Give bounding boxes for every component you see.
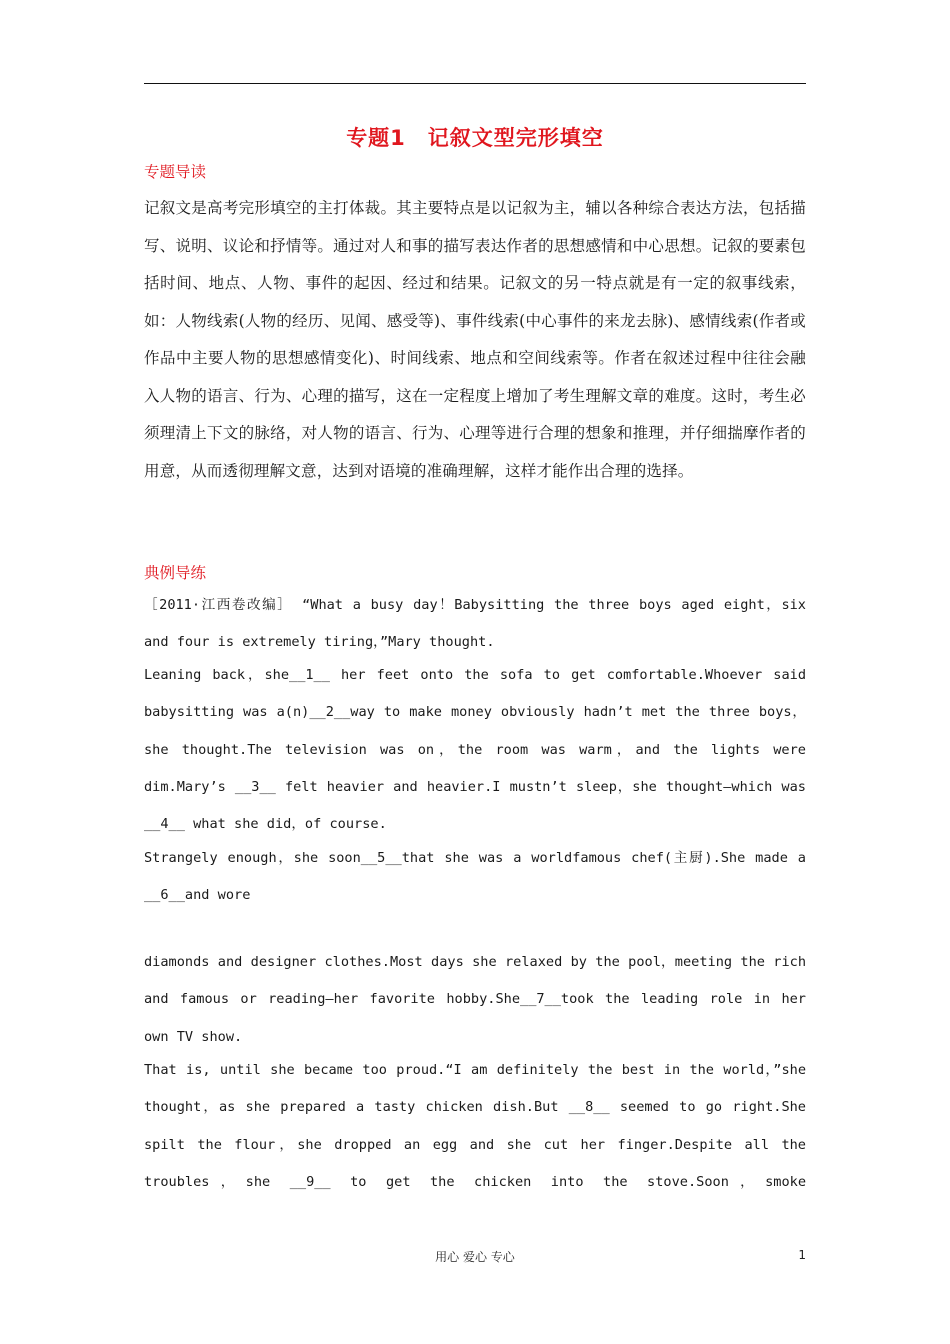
passage-paragraph-1: ［2011·江西卷改编］ “What a busy day！Babysitting the three boys aged eight，six and four is extremely tiring，”Mary thought. bbox=[144, 597, 806, 651]
passage-paragraph-5: That is, until she became too proud.“I am definitely the best in the world，”she thought，as she prepared a tasty chicken dish.But __8__ seemed to go right.She spilt the flour，she dropped an egg and she cut her finger.Despite all the troubles，she __9__ to get the chicken into the stove.Soon，smoke bbox=[144, 1062, 806, 1190]
page-number: 1 bbox=[798, 1248, 806, 1262]
header-rule bbox=[144, 83, 806, 84]
passage-paragraph-2: Leaning back，she__1__ her feet onto the sofa to get comfortable.Whoever said babysitting was a(n)__2__way to make money obviously hadn’t met the three boys，she thought.The television was on，the room was warm，and the lights were dim.Mary’s __3__ felt heavier and heavier.I mustn’t sleep，she thought—which was __4__ what she did，of course. bbox=[144, 667, 806, 833]
footer-motto: 用心 爱心 专心 bbox=[435, 1250, 515, 1264]
guide-body: 记叙文是高考完形填空的主打体裁。其主要特点是以记叙为主，辅以各种综合表达方法，包括描写、说明、议论和抒情等。通过对人和事的描写表达作者的思想感情和中心思想。记叙的要素包括时间、地点、人物、事件的起因、经过和结果。记叙文的另一特点就是有一定的叙事线索，如：人物线索(人物的经历、见闻、感受等)、事件线索(中心事件的来龙去脉)、感情线索(作者或作品中主要人物的思想感情变化)、时间线索、地点和空间线索等。作者在叙述过程中往往会融入人物的语言、行为、心理的描写，这在一定程度上增加了考生理解文章的难度。这时，考生必须理清上下文的脉络，对人物的语言、行为、心理等进行合理的想象和推理，并仔细揣摩作者的用意，从而透彻理解文意，达到对语境的准确理解，这样才能作出合理的选择。 bbox=[144, 199, 806, 480]
passage-paragraph-4: diamonds and designer clothes.Most days she relaxed by the pool，meeting the rich and famous or reading—her favorite hobby.She__7__took the leading role in her own TV show. bbox=[144, 954, 806, 1045]
passage-paragraph-3: Strangely enough，she soon__5__that she was a worldfamous chef(主厨).She made a __6__and wore bbox=[144, 850, 806, 904]
guide-heading: 专题导读 bbox=[144, 163, 207, 181]
example-heading: 典例导练 bbox=[144, 564, 207, 582]
page-title: 专题1 记叙文型完形填空 bbox=[346, 126, 604, 150]
